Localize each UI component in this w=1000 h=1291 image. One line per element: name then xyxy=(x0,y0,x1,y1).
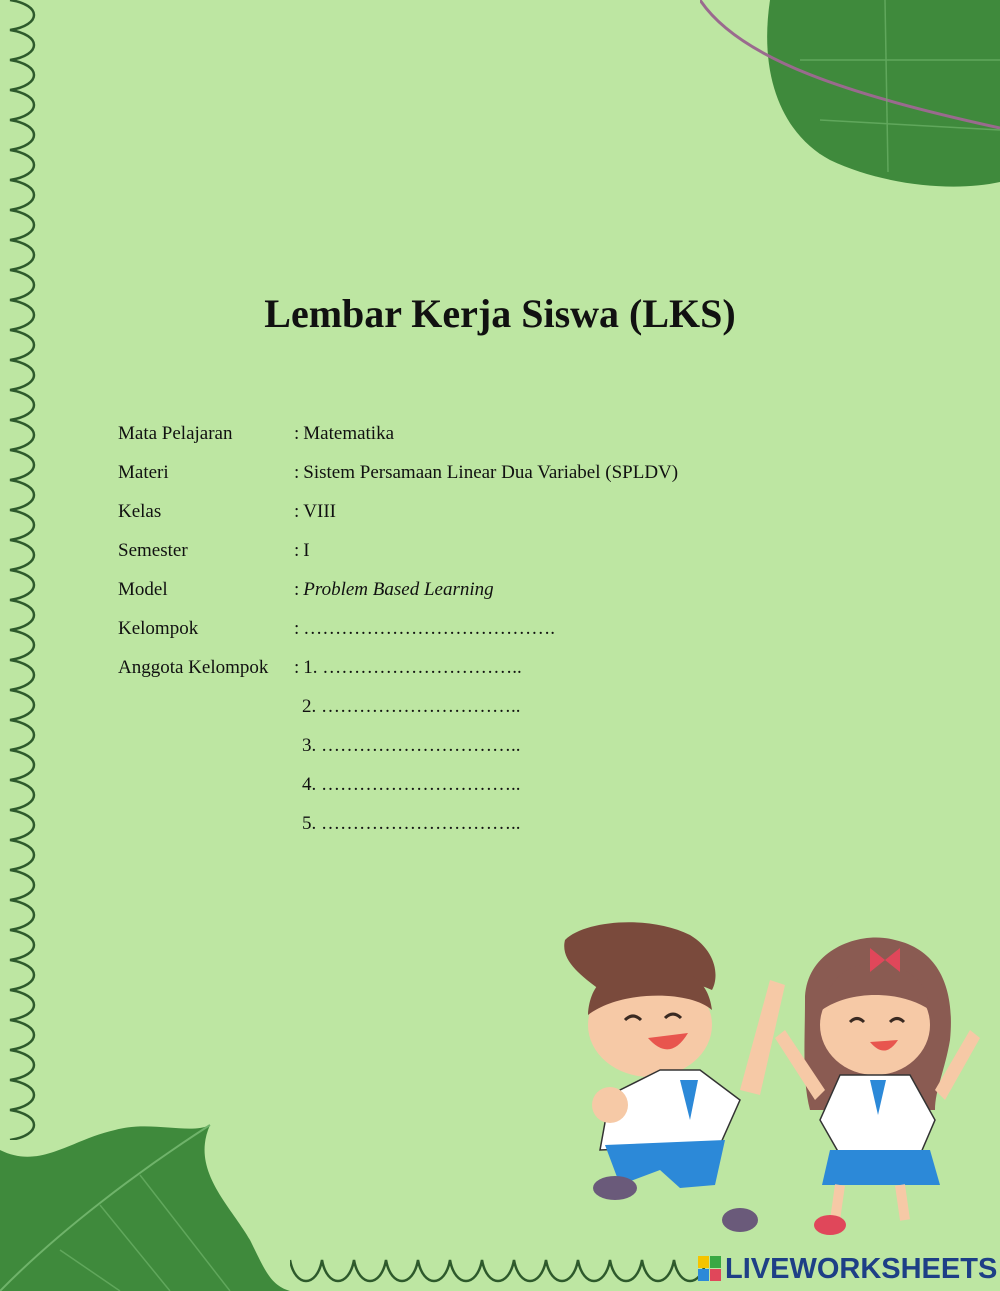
info-row-semester xyxy=(118,536,818,575)
info-value: : VIII xyxy=(294,501,336,522)
member-blank-2[interactable]: 2. ………………………….. xyxy=(302,696,521,717)
member-blank-5[interactable]: 5. ………………………….. xyxy=(302,813,521,834)
info-value: : Matematika xyxy=(294,423,395,444)
info-value: : Sistem Persamaan Linear Dua Variabel (SPLDV) xyxy=(294,462,679,483)
info-label: Model xyxy=(118,579,168,600)
info-label: Semester xyxy=(118,540,188,561)
member-blank-3[interactable]: 3. ………………………….. xyxy=(302,735,521,756)
student-info-table xyxy=(118,419,818,848)
squiggle-border-left xyxy=(0,0,50,1140)
member-row xyxy=(118,770,818,809)
info-row-topic xyxy=(118,458,818,497)
boy-illustration xyxy=(564,922,785,1232)
girl-illustration xyxy=(775,938,980,1236)
info-row-model xyxy=(118,575,818,614)
member-blank-4[interactable]: 4. ………………………….. xyxy=(302,774,521,795)
info-row-members xyxy=(118,653,818,692)
leaf-bottom-left-illustration xyxy=(0,1110,300,1291)
info-label: Materi xyxy=(118,462,169,483)
liveworksheets-watermark xyxy=(698,1252,997,1286)
info-label: Kelas xyxy=(118,501,162,522)
info-label: Kelompok xyxy=(118,618,199,639)
member-blank-1[interactable]: : 1. ………………………….. xyxy=(294,657,522,678)
info-label: Mata Pelajaran xyxy=(118,423,233,444)
member-row xyxy=(118,731,818,770)
info-label: Anggota Kelompok xyxy=(118,657,269,678)
liveworksheets-logo-icon xyxy=(698,1256,722,1282)
info-row-group xyxy=(118,614,818,653)
watermark-text: LIVEWORKSHEETS xyxy=(725,1252,998,1285)
member-row xyxy=(118,809,818,848)
info-value: : Problem Based Learning xyxy=(294,579,494,600)
leaf-top-right-illustration xyxy=(700,0,1000,200)
students-cheering-illustration xyxy=(540,920,980,1250)
group-name-blank[interactable]: : …………………………………. xyxy=(294,618,556,639)
info-row-subject xyxy=(118,419,818,458)
info-row-class xyxy=(118,497,818,536)
worksheet-title: Lembar Kerja Siswa (LKS) xyxy=(264,291,736,336)
member-row xyxy=(118,692,818,731)
info-value: : I xyxy=(294,540,310,561)
